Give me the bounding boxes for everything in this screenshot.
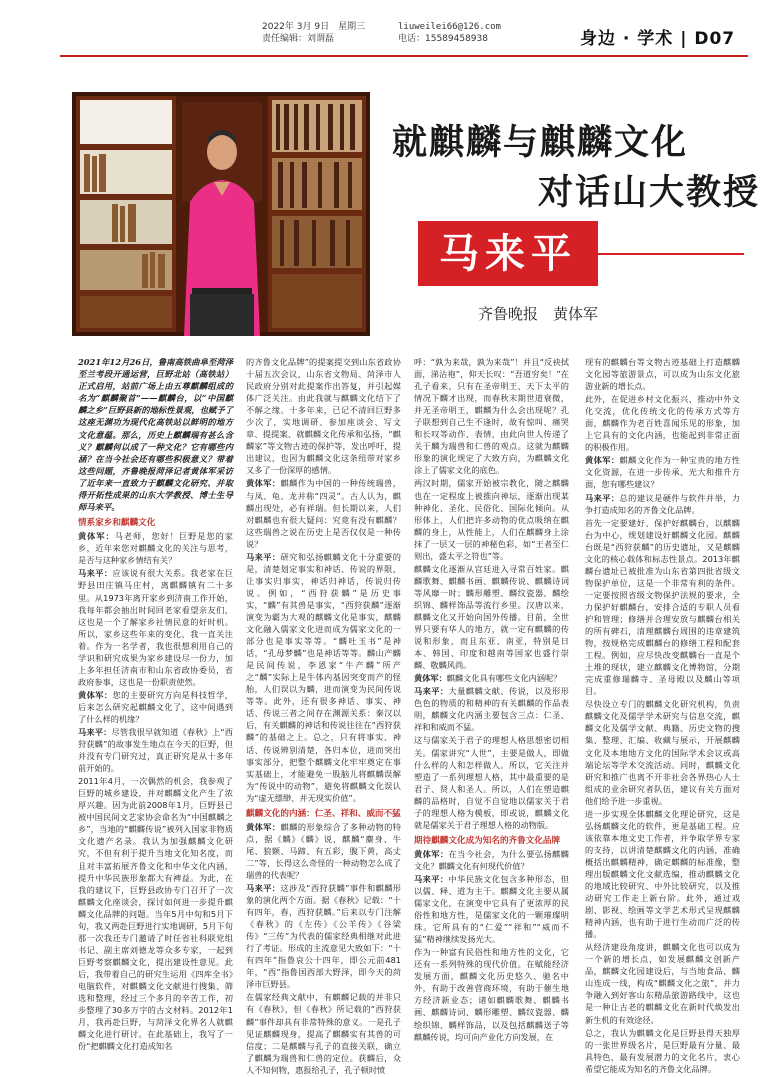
- speaker-label: 马来平：: [414, 686, 449, 697]
- paragraph: 的齐鲁文化品牌”的提案提交到山东省政协十届五次会议，山东省文物局、菏泽市人民政府分别对此提案作出答复，并引起媒体广泛关注。由此我就与麒麟文化结下了不解之缘。十多年来，已记不清回巨野多少次了，实地调研、参加座谈会、写文章、提提案、就麒麟文化传承和弘扬，“麒麟家”等文物古迹的保护等，发出呼吁，提出建议，也因为麒麟文化这条纽带对家乡又多了一份深厚的感情。: [246, 357, 401, 476]
- speaker-label: 马来平：: [246, 551, 281, 562]
- paragraph: 马来平：中华民族文化包含多种形态，但以儒、释、道为主干。麒麟文化主要从属儒家文化，在演变中它具有了更浓厚的民俗性和地方性，是儒家文化的一颗璀璨明珠。它所具有的“仁爱”“祥和”“威而不猛”精神继续发扬光大。: [414, 873, 569, 945]
- headline-line-1: 就麒麟与麒麟文化: [392, 122, 689, 163]
- paragraph: 从经济建设角度讲，麒麟文化也可以成为一个新的增长点，如发展麒麟文创新产品，麒麟文化园建设后，与当地食品、麟山连成一线，构成“麒麟文化之旅”，并力争融入到好客山东精品旅游路线中，这也是一种让古老的麒麟文化在新时代焕发出新生机的有效途径。: [585, 942, 740, 1025]
- speaker-label: 马来平：: [414, 873, 449, 884]
- bookshelf-portrait-image: [72, 92, 370, 336]
- article-column-2: [246, 356, 401, 1077]
- paragraph: 马来平：总的建议是硬件与软件并举，力争打造成知名的齐鲁文化品牌。: [585, 492, 740, 515]
- paragraph: 总之，我认为麒麟文化是巨野县得天独厚的一张世界级名片，是巨野最有分量、最具特色，最有发展潜力的文化名片，衷心希望它能成为知名的齐鲁文化品牌。: [585, 1027, 740, 1074]
- paragraph: 马来平：大量麒麟文献、传说，以及形形色色的物质的和精神的有关麒麟的作品表明，麒麟文化内涵主要包含三点：仁圣、祥和和威而不猛。: [414, 686, 569, 733]
- section-label: 身边 · 学术 | D07: [580, 29, 736, 49]
- speaker-label: 黄体军：: [585, 455, 620, 466]
- paragraph: 此外，在促进乡村文化振兴、推动中外文化交流，优化传统文化的传承方式等方面，麒麟作为老百姓喜闻乐见的形象，加上它具有的文化内涵，也能起到非常正面的积极作用。: [585, 394, 740, 453]
- paragraph: 马来平：应该说有很大关系。我老家在巨野县田庄镇马庄村，离麒麟镇有二十多里。从1973年离开家乡到济南工作开始，我每年都会抽出时间回老家看望亲友们，这也是一个了解家乡社情民意的好时机。所以，家乡这些年来的变化，我一直关注着。作为一名学者，我也很想利用自己的学识和研究成果为家乡建设尽一份力，加上多年担任济南市和山东省政协委员，省政府参事，这也是一份职责使然。: [78, 568, 233, 687]
- interviewee-name-box: 马来平: [418, 221, 598, 286]
- issue-date: 2022年 3月 9日 星期三: [262, 22, 366, 32]
- interview-photo: [72, 92, 370, 336]
- speaker-label: 黄体军：: [414, 673, 447, 684]
- paragraph: 现有的麒麟台等文物古迹基础上打造麒麟文化园等旅游景点，可以成为山东文化旅游业新的增长点。: [585, 357, 740, 392]
- speaker-label: 黄体军：: [78, 689, 113, 700]
- paragraph: 呼：“孰为来哉，孰为来哉”！并且“反袂拭面，涕沾袍”，仰天长叹：“吾道穷矣！”在孔子看来，只有在圣帝明王、天下太平的情况下麟才出现，而春秋末期世道衰微，并无圣帝明王，麒麟为什么会出现呢？孔子联想到自己生不逢时，故有惊叫、痛哭和长叹等动作、表情，由此向世人传递了关于麟为瑞兽和仁兽的观点。这就为麒麟形象的演化规定了大致方向，为麒麟文化涂上了儒家文化的底色。: [414, 357, 569, 476]
- speaker-label: 黄体军：: [414, 848, 449, 859]
- paragraph: 2011年4月，一次偶然的机会，我参观了巨野的城乡建设，并对麒麟文化产生了浓厚兴趣。因为此前2008年1月，巨野县已被中国民间文艺家协会命名为“中国麒麟之乡”，当地的“麒麟传说”被列入国家非物质文化遗产名录。我认为加强麒麟文化研究，不但有利于提升当地文化知名度，而且对丰富拓展齐鲁文化和中华文化内涵，提升中华民族形象都大有裨益。为此，在我的建议下，巨野县政协专门召开了一次麒麟文化座谈会，探讨如何进一步提升麒麟文化品牌的问题。当年5月中旬和5月下旬，我又两赴巨野进行实地调研，5月下旬那一次我还专门邀请了时任省社科联党组书记、副主席刘德龙等众多专家，一起到巨野考察麒麟文化，提出建设性意见。此后，我带着自己的研究生运用《四库全书》电脑软件，对麒麟文化文献进行搜集、筛选和整理，经过三个多月的辛苦工作，初步整理了30多万字的古文材料。2012年1月，我再赴巨野，与菏泽文化界名人就麒麟文化进行研讨。在此基础上，我写了一份“把麒麟文化打造成知名: [78, 776, 233, 1052]
- speaker-label: 马来平：: [78, 727, 112, 738]
- byline: 齐鲁晚报 黄体军: [478, 305, 599, 323]
- lead-paragraph: 2021年12月26日，鲁南高铁曲阜至菏泽至兰考段开通运营，巨野北站（高铁站）正式启用，站前广场上由五尊麒麟组成的名为“麒麟聚首”——麒麟台，以“中国麒麟之乡”巨野县新的地标性景观，也赋予了这座无渊功为现代化高铁站以鲜明的地方文化意蕴。那么，历史上麒麟瑞有甚么含义？麒麟何以成了一种文化？它有哪些内涵？在当今社会还有哪些积极意义？带着这些问题，齐鲁晚报菏泽记者黄体军采访了近年来一直致力于麒麟文化研究、并取得开拓性成果的山东大学教授、博士生导师马来平。: [78, 357, 233, 513]
- paragraph: 黄体军：麒麟文化具有哪些文化内涵呢？: [414, 673, 562, 684]
- editor-credit: 责任编辑：刘谓磊: [262, 34, 335, 44]
- paragraph: 进一步实现全体麒麟文化理论研究，这是弘扬麒麟文化的软件，更是基础工程。应该依靠本地文史工作者，并争取学界专家的支持，以讲清楚麒麟文化的内涵，准确概括出麒麟精神，确定麒麟的标准像，整理出版麒麟文化文献选编，推动麒麟文化的地域比较研究、中外比较研究，以及推动研究工作走上新台阶。此外，通过戏剧、影视、绘画等文学艺术形式呈现麒麟精神内涵，也有助于进行生动而广泛的传播。: [585, 808, 740, 940]
- header-rule: [60, 55, 748, 57]
- editor-email: liuweilei66@126.com: [398, 22, 501, 32]
- paragraph: 黄体军：您的主要研究方向是科技哲学，后来怎么研究起麒麟文化了，这中间遇到了什么样的机缘？: [78, 689, 233, 724]
- speaker-label: 黄体军：: [78, 531, 115, 542]
- paragraph: 尽快设立专门的麒麟文化研究机构，负责麒麟文化及儒学学术研究与信息交流，麒麟文化及儒学文献、典籍、历史文物的搜集、整理、汇编、收藏与展示，开展麒麟文化及本地地方文化的国际学术会议或高端论坛等学术交流活动。同时，麒麟文化研究和推广也离不开非社会各界热心人士组成的业余研究者队伍，建议有关方面对他们给予进一步重视。: [585, 699, 740, 806]
- subhead-3: 期待麒麟文化成为知名的齐鲁文化品牌: [414, 835, 561, 846]
- paragraph: 黄体军：马老师，您好！巨野是您的家乡，近年来您对麒麟文化的关注与思考，是否与这种家乡情结有关？: [78, 531, 233, 566]
- paragraph: 马来平：这涉及“西狩获麟”事件和麒麟形象的演化两个方面。据《春秋》记载：“十有四年，春，西狩获麟。”后来以专门注解《春秋》的《左传》《公羊传》《谷梁传》“三传”为代表的儒家经典相继对此进行了考证。形成的主流意见大致如下：“十有四年”指鲁哀公十四年，即公元前481年，“西”指鲁国西部大野泽，即今天的菏泽市巨野县。: [246, 883, 401, 990]
- paragraph: 在儒家经典文献中，有麒麟记载的并非只有《春秋》，但《春秋》所记载的“西狩获麟”事件却具有非常特殊的意义。一是孔子见证麒麟现身，提高了麒麟实有其兽的可信度；二是麒麟与孔子的直接关联，确立了麒麟为瑞兽和仁兽的定位。获麟后，众人不知何物，惠报给孔子，孔子顿时愤: [246, 992, 401, 1075]
- article-column-1: [78, 356, 233, 1053]
- paragraph: 两汉时期，儒家开始被宗教化，随之麒麟也在一定程度上被推向神坛，逐渐出现某种神化、圣化、民俗化、国际化倾向。从形体上，人们把许多动物的优点吸纳在麒麟的身上，从性能上，人们在麒麟身上涂抹了一层又一层的神秘色彩，如“王者至仁则出，盛太平之符也”等。: [414, 478, 569, 561]
- paragraph: 黄体军：在当今社会，为什么要弘扬麒麟文化？麒麟文化有何现代价值？: [414, 848, 569, 871]
- paragraph: 马来平：研究和弘扬麒麟文化十分重要的是，清楚划定事实和神话、传说的界限，让事实归事实，神话归神话，传说归传说。例如，“西狩获麟”是历史事实，“麟”有其兽是事实，“西狩获麟”逐渐演变为霸为大观的麒麟文化是事实，麒麟文化融入儒家文化进而成为儒家文化的一部分也是事实等等。“麟吐玉书”是神话，“孔母梦麟”也是神话等等。麟山产麟是民间传说，李恩家“牛产麟”所产之“麟”实际上是牛体内基因突变而产的怪胎，人们误以为麟，进而演变为民间传说等等。此外，还有很多神话、事实、神话、传说三者之间存在渊源关系：秦汉以后，有关麒麟的神话和传说往往在“西狩获麟”的基础之上。总之，只有将事实、神话、传说辨别清楚，各归本位，进而突出事实部分，把整个麒麟文化牢牢奠定在事实基础上，才能避免一股脑儿将麒麟误解为“传说中的动物”，避免将麒麟文化误认为“虚无缥缈、并无现实价值”。: [246, 551, 401, 803]
- paragraph: 黄体军：麒麟文化作为一种宝贵的地方性文化资源，在进一步传承、光大和推升方面，您有哪些建议？: [585, 455, 740, 490]
- editor-phone: 电话：15589458938: [398, 34, 488, 44]
- paragraph: 马来平：尽管我很早就知道《春秋》上“西狩获麟”的故事发生地点在今天的巨野，但并没有专门研究过，真正研究是从十多年前开始的。: [78, 727, 233, 774]
- paragraph: 作为一种富有民俗性和地方性的文化，它还有一系列特殊的现代价值。在赋能经济发展方面，麒麟文化历史悠久、驰名中外，有助于改善营商环境，有助于催生地方经济新业态；诸如麒麟歌舞、麒麟书画、麒麟诗词、麟形雕塑、麟纹瓷器、麟绘织锦、麟样饰品，以及包括麒麟送子等麒麟传说，均可向产业化方向发展，在: [414, 947, 569, 1042]
- name-underline: [598, 253, 744, 255]
- paragraph: 黄体军：麒麟的形象综合了多种动物的特点，据《麟》《麟》说，麒麟“麋身、牛尾、狼额、马蹄、有五彩，腹下黄，高丈二”等，长得这么奇怪的一种动物怎么成了瑞兽的代表呢？: [246, 821, 401, 880]
- speaker-label: 黄体军：: [246, 478, 281, 489]
- subhead-1: 情系家乡和麒麟文化: [78, 518, 156, 529]
- headline-line-2: 对话山大教授: [538, 172, 760, 213]
- speaker-label: 马来平：: [246, 883, 281, 894]
- paragraph: 麒麟文化逐渐从宫廷进入寻常百姓家。麒麟歌舞、麒麟书画、麒麟传说、麒麟诗词等风靡一时；麟形雕塑、麟纹瓷器、麟绘织锦、麟样饰品等流行乡里。汉唐以来，麒麟文化又开始向国外传播。目前，全世界只要有华人的地方，就一定有麒麟的传说和形象，而且东亚、南亚，特别是日本、韩国、印度和越南等国家也盛行崇麟、敬麟风尚。: [414, 563, 569, 671]
- speaker-label: 马来平：: [78, 568, 113, 579]
- paragraph: 黄体军：麒麟作为中国的一种传统瑞兽，与凤、龟、龙并称“四灵”。古人认为，麒麟出现处，必有祥瑞。但长期以来，人们对麒麟也有很大疑问：究竟有没有麒麟？这些瑞兽之说在历史上是否仅仅是一种传说？: [246, 478, 401, 549]
- article-column-3: [414, 356, 569, 1044]
- speaker-label: 马来平：: [585, 492, 620, 503]
- paragraph: 首先一定要建好、保护好麒麟台，以麒麟台为中心，规划建设好麒麟文化园。麒麟台既是“西狩获麟”的历史遗址，又是麒麟文化的核心载体和标志性景点。2013年麒麟台遗址已被批准为山东省第四批省级文物保护单位，这是一个非常有利的条件。一定要按照省级文物保护法规的要求，全力保护好麒麟台，安排合适的专职人员看护和管理；修缮并合理安放与麒麟台相关的所有碑石，清理麒麟台周围的违章建筑物，按规格完成麒麟台的修缮工程和配套工程。例如，应尽快改变麒麟台一直是个土堆的现状，建立麒麟文化博物馆，分期完成重修瑞麟寺、圣母殿以及麟山等项目。: [585, 517, 740, 697]
- article-column-4: [585, 356, 740, 1076]
- speaker-label: 黄体军：: [246, 821, 281, 832]
- subhead-2: 麒麟文化的内涵：仁圣、祥和、威而不猛: [246, 808, 401, 819]
- paragraph: 这与儒家关于君子的理想人格思想密切相关。儒家讲究“人世”，主要是做人，即做什么样的人和怎样做人。所以，它关注并塑造了一系列理想人格，其中最重要的是君子、贤人和圣人。所以，人们在塑造麒麟的品格时，自觉不自觉地以儒家关于君子的理想人格为模板，即或说，麒麟文化就是儒家关于君子理想人格的动物版。: [414, 735, 569, 830]
- page-header: [0, 0, 750, 58]
